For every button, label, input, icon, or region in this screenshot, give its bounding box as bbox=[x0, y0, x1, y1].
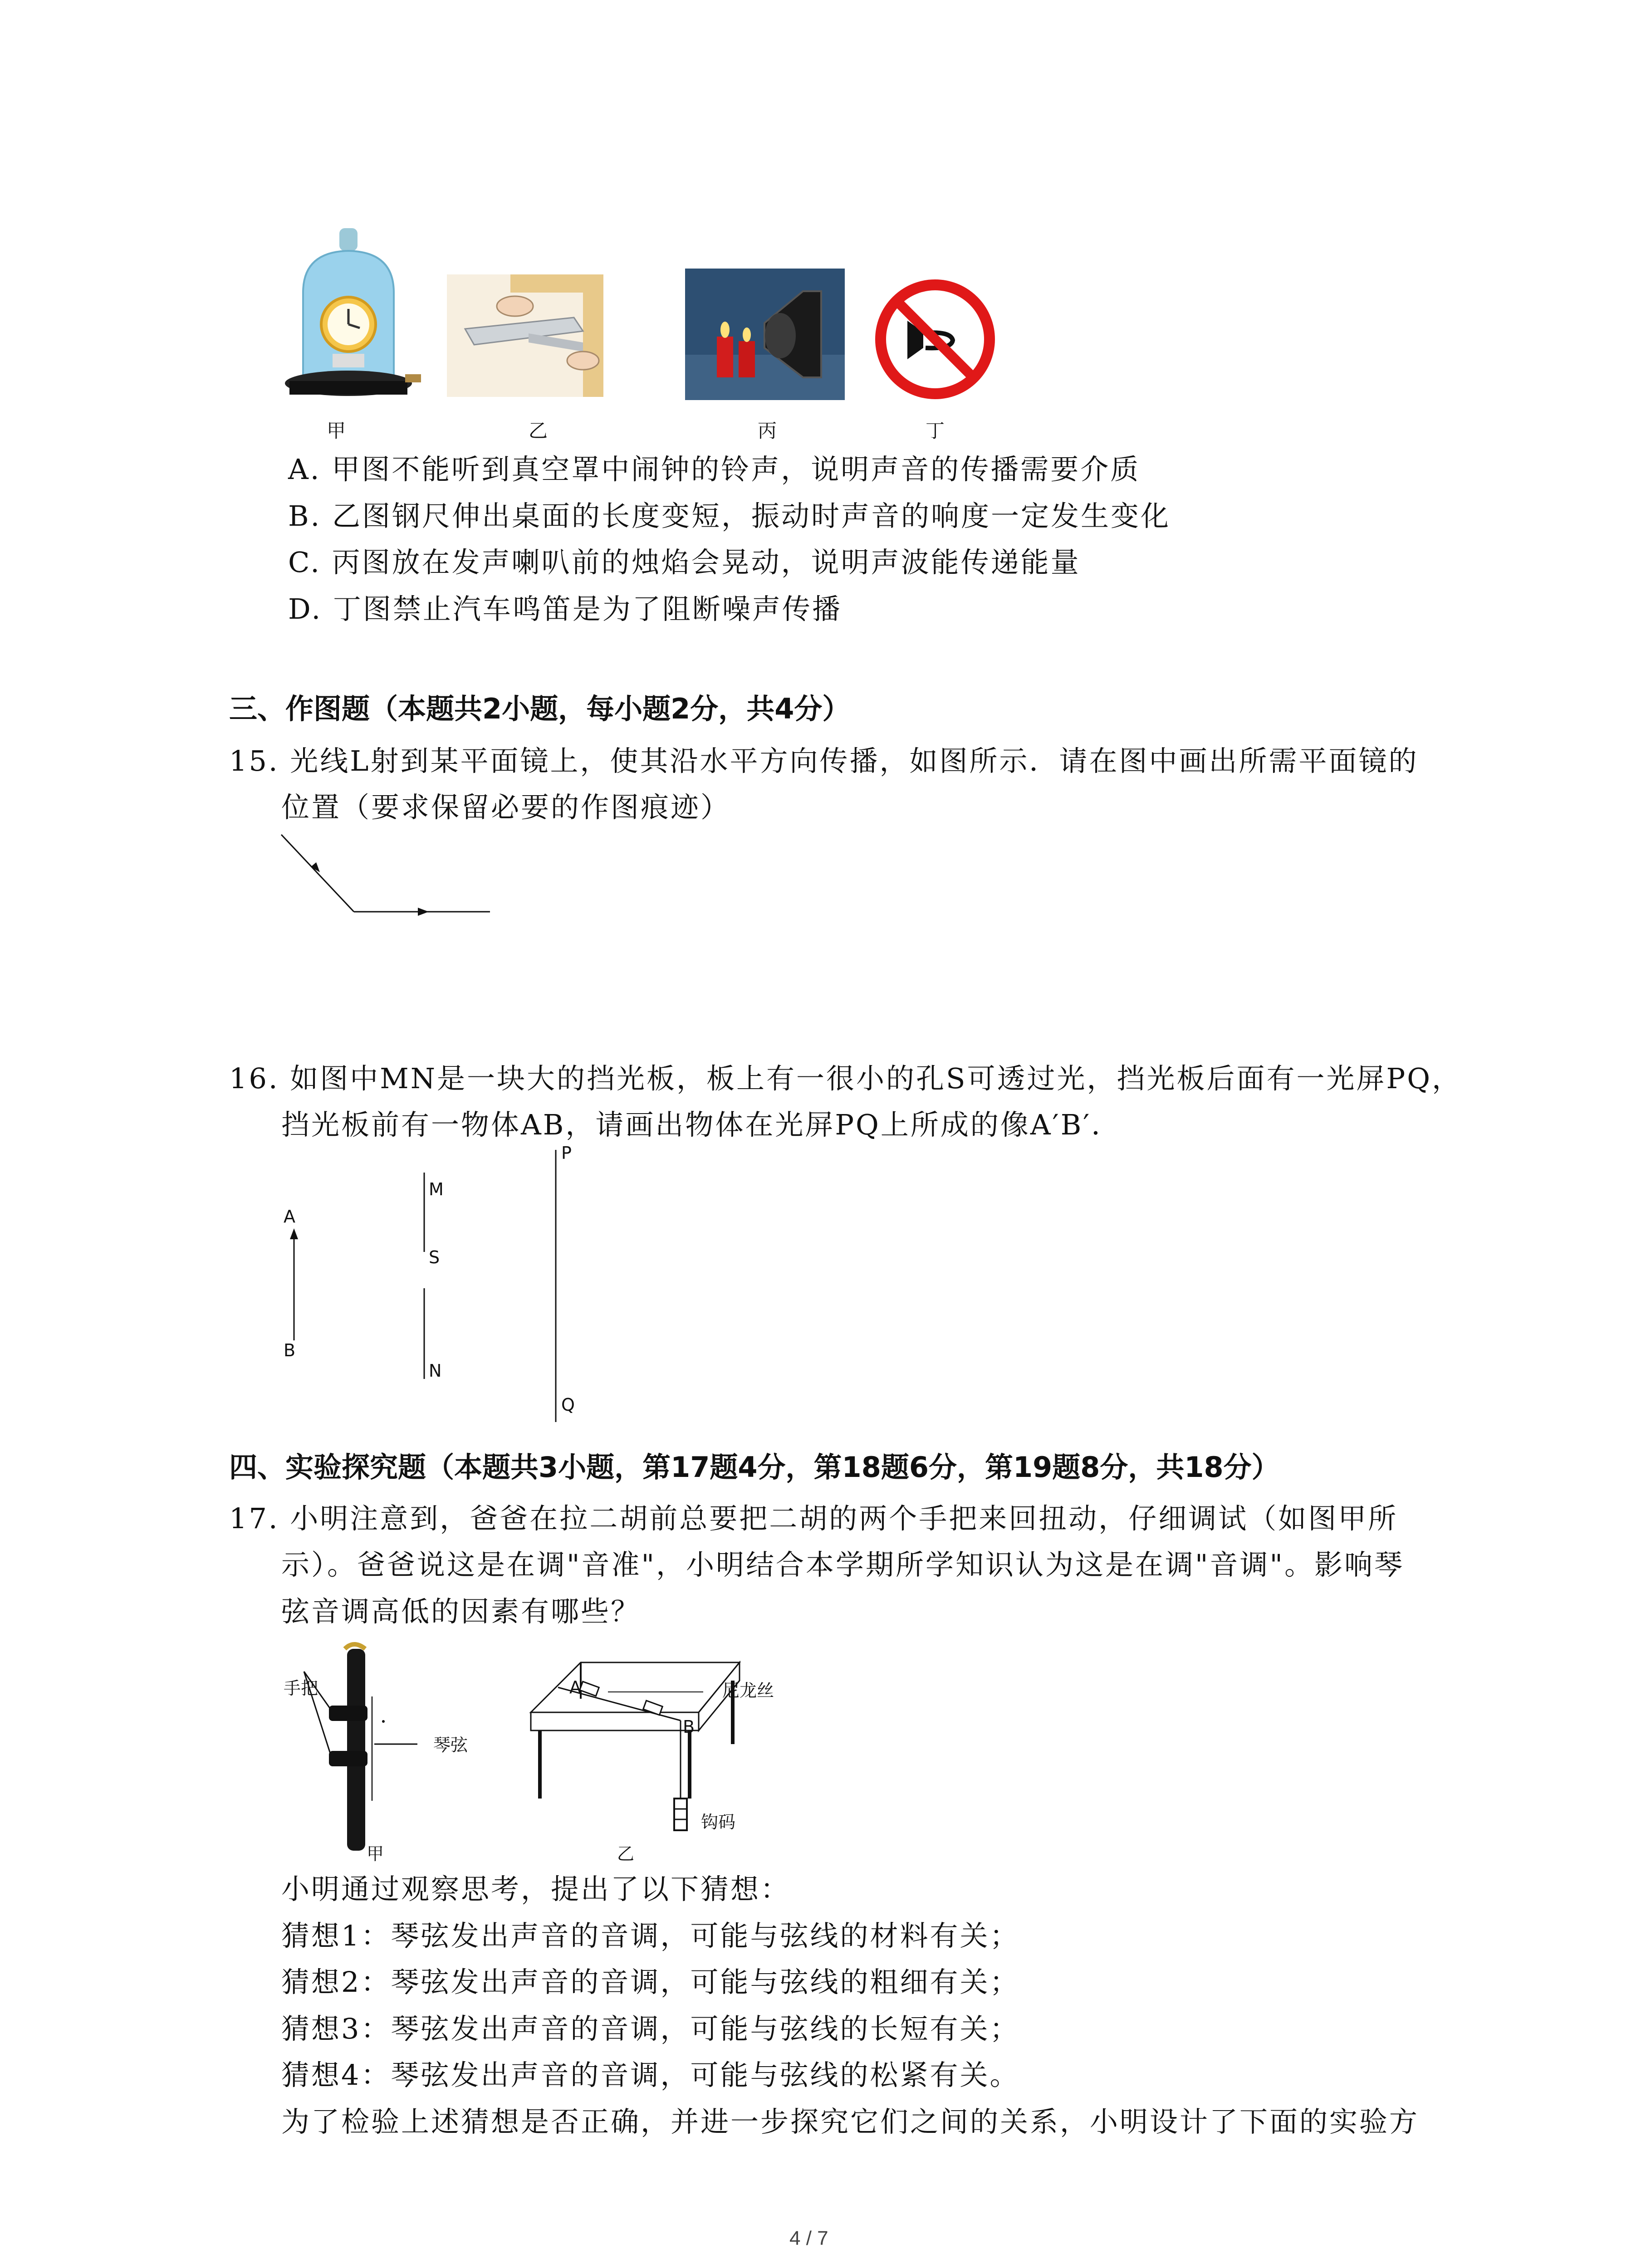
q14-option-a: A. 甲图不能听到真空罩中闹钟的铃声，说明声音的传播需要介质 bbox=[288, 453, 1141, 486]
q17-text-line1: 17. 小明注意到，爸爸在拉二胡前总要把二胡的两个手把来回扭动，仔细调试（如图甲所 bbox=[229, 1502, 1398, 1535]
caption-fig-jia: 甲 bbox=[367, 1844, 384, 1864]
section3-heading: 三、作图题（本题共2小题，每小题2分，共4分） bbox=[229, 692, 851, 725]
label-q: Q bbox=[561, 1395, 575, 1415]
q17-text-line3: 弦音调高低的因素有哪些？ bbox=[281, 1595, 641, 1628]
label-handle: 手把 bbox=[284, 1678, 318, 1698]
q17-intro: 小明通过观察思考，提出了以下猜想： bbox=[281, 1872, 791, 1906]
label-weight: 钩码 bbox=[701, 1812, 736, 1832]
q15-light-ray-diagram bbox=[279, 832, 497, 923]
caption-yi: 乙 bbox=[529, 420, 548, 442]
label-a: A bbox=[284, 1207, 295, 1227]
caption-ding: 丁 bbox=[926, 420, 945, 442]
no-honking-sign-image bbox=[873, 278, 997, 401]
q15-text-line2: 位置（要求保留必要的作图痕迹） bbox=[281, 791, 731, 824]
q14-option-d: D. 丁图禁止汽车鸣笛是为了阻断噪声传播 bbox=[288, 592, 842, 626]
q17-last-line: 为了检验上述猜想是否正确，并进一步探究它们之间的关系，小明设计了下面的实验方 bbox=[281, 2105, 1420, 2138]
q17-guess-4: 猜想4：琴弦发出声音的音调，可能与弦线的松紧有关。 bbox=[281, 2058, 1020, 2092]
q17-guess-2: 猜想2：琴弦发出声音的音调，可能与弦线的粗细有关； bbox=[281, 1965, 1020, 1999]
q16-text-line2: 挡光板前有一物体AB，请画出物体在光屏PQ上所成的像A′B′． bbox=[281, 1108, 1122, 1141]
section4-heading: 四、实验探究题（本题共3小题，第17题4分，第18题6分，第19题8分，共18分） bbox=[229, 1451, 1280, 1484]
q15-text-line1: 15. 光线L射到某平面镜上，使其沿水平方向传播，如图所示．请在图中画出所需平面镜的 bbox=[229, 744, 1419, 777]
caption-jia: 甲 bbox=[327, 420, 346, 442]
speaker-candle-image bbox=[685, 269, 845, 400]
label-nylon: 尼龙丝 bbox=[722, 1681, 774, 1701]
q14-option-c: C. 丙图放在发声喇叭前的烛焰会晃动，说明声波能传递能量 bbox=[288, 546, 1081, 579]
label-table-a: A bbox=[569, 1677, 581, 1697]
steel-ruler-image bbox=[447, 274, 603, 397]
label-table-b: B bbox=[683, 1717, 695, 1737]
label-m: M bbox=[429, 1179, 444, 1199]
q17-guess-3: 猜想3：琴弦发出声音的音调，可能与弦线的长短有关； bbox=[281, 2012, 1020, 2045]
q16-text-line1: 16. 如图中MN是一块大的挡光板，板上有一很小的孔S可透过光，挡光板后面有一光屏PQ， bbox=[229, 1062, 1462, 1095]
label-b: B bbox=[284, 1340, 296, 1360]
q14-option-b: B. 乙图钢尺伸出桌面的长度变短，振动时声音的响度一定发生变化 bbox=[288, 499, 1171, 533]
label-string: 琴弦 bbox=[433, 1735, 468, 1755]
label-s: S bbox=[429, 1247, 440, 1267]
caption-bing: 丙 bbox=[758, 420, 777, 442]
q17-text-line2: 示）。爸爸说这是在调"音准"，小明结合本学期所学知识认为这是在调"音调"。影响琴 bbox=[281, 1548, 1405, 1581]
label-n: N bbox=[429, 1361, 442, 1381]
page-number: 4 / 7 bbox=[789, 2227, 828, 2249]
label-p: P bbox=[561, 1143, 572, 1163]
bell-jar-clock-image bbox=[285, 225, 421, 404]
q17-guess-1: 猜想1：琴弦发出声音的音调，可能与弦线的材料有关； bbox=[281, 1919, 1020, 1952]
caption-fig-yi: 乙 bbox=[617, 1844, 635, 1864]
